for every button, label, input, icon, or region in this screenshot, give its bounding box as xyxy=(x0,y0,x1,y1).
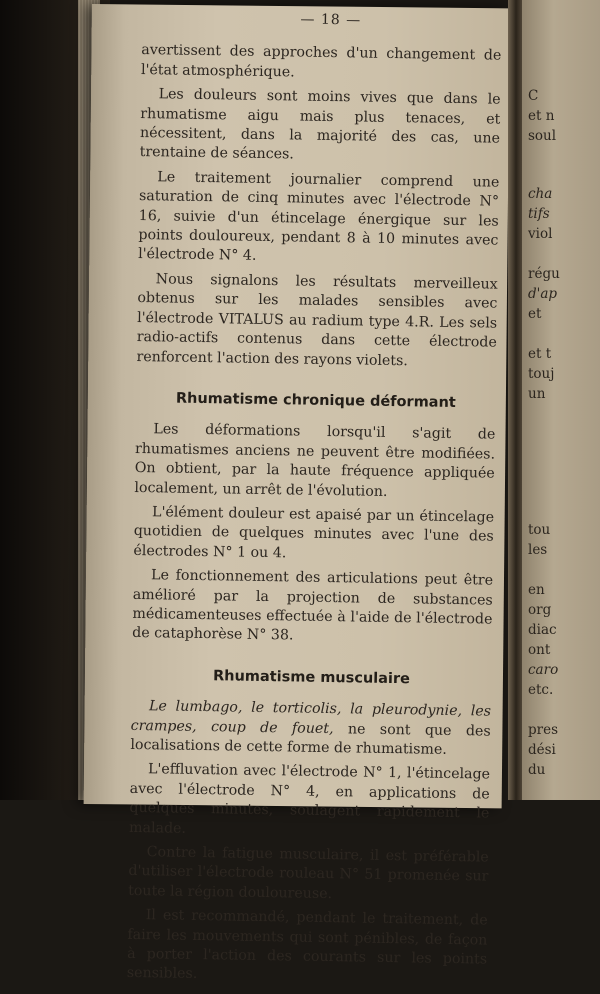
right-page-line: et t xyxy=(528,346,552,362)
paragraph: Nous signalons les résultats merveilleux obtenus sur les malades sensibles avec l'électrode VITALUS au radium type 4.R. Les sels radio-actifs contenus dans cette électrode renforcent l'action des rayons violets. xyxy=(136,271,498,369)
paragraph-rest: ne sont que des localisations de cette forme de rhumatisme. xyxy=(130,720,491,758)
right-page xyxy=(522,0,600,800)
page-text-column xyxy=(127,8,502,994)
right-page-line xyxy=(528,700,600,720)
paragraph xyxy=(130,697,491,761)
right-page-line: ont xyxy=(528,642,551,658)
paragraph: Le fonctionnement des articulations peut être amélioré par la projection de substances médicamenteuses effectuée à l'aide de l'électrode de cataphorèse N° 38. xyxy=(132,567,494,644)
right-page-line: en xyxy=(528,582,545,598)
right-page-line: et n xyxy=(528,108,555,124)
paragraph: Les douleurs sont moins vives que dans le rhumatisme aigu mais plus tenaces, et nécessitent, dans la majorité des cas, une trentaine de séances. xyxy=(139,86,501,163)
right-page-line xyxy=(528,324,600,344)
right-page-line: viol xyxy=(528,226,553,242)
right-page-line: un xyxy=(528,386,546,402)
paragraph: avertissent des approches d'un changement de l'état atmosphérique. xyxy=(140,42,502,81)
right-page-line: dési xyxy=(528,742,556,758)
right-page-line: d'ap xyxy=(528,286,558,302)
section-heading: Rhumatisme musculaire xyxy=(212,667,411,688)
right-page-text-lower xyxy=(528,520,600,780)
italic-terms: Le lumbago, le torticolis, la pleurodynie, les crampes, coup de fouet, xyxy=(130,698,492,737)
right-page-line: touj xyxy=(528,366,555,382)
right-page-line: tou xyxy=(528,522,551,538)
right-page-line: et xyxy=(528,306,542,322)
right-page-line: soul xyxy=(528,128,557,144)
paragraph: Il est recommandé, pendant le traitement, de faire les mouvements qui sont pénibles, de façon à porter l'action des courants sur les points sensibles. xyxy=(126,907,488,983)
right-page-line: du xyxy=(528,762,546,778)
right-page-line: etc. xyxy=(528,682,554,698)
right-page-line: caro xyxy=(528,662,559,678)
right-page-text-middle xyxy=(528,184,600,404)
right-page-line: cha xyxy=(528,186,553,202)
paragraph: L'effluvation avec l'électrode N° 1, l'étincelage avec l'électrode N° 4, en applications de quelques minutes, soulagent rapidement le malade. xyxy=(129,761,491,837)
right-page-line: diac xyxy=(528,622,557,638)
right-page-line: les xyxy=(528,542,548,558)
page-number: — 18 — xyxy=(300,11,362,29)
paragraph: Contre la fatigue musculaire, il est préférable d'utiliser l'électrode rouleau N° 51 promenée sur toute la région douloureuse. xyxy=(128,844,489,902)
right-page-line: tifs xyxy=(528,206,550,222)
paragraph: L'élément douleur est apaisé par un étincelage quotidien de quelques minutes avec l'une des électrodes N° 1 ou 4. xyxy=(133,504,495,562)
right-page-text-top xyxy=(528,86,600,146)
paragraph: Le traitement journalier comprend une saturation de cinq minutes avec l'électrode N° 16, suivie d'un étincelage énergique sur les points douloureux, pendant 8 à 10 minutes avec l'électrode N° 4. xyxy=(138,169,500,265)
right-page-line: C xyxy=(528,88,539,104)
right-page-line: pres xyxy=(528,722,559,738)
right-page-line: régu xyxy=(528,266,560,282)
section-heading: Rhumatisme chronique déformant xyxy=(175,390,456,411)
paragraph: Les déformations lorsqu'il s'agit de rhumatismes anciens ne peuvent être modifiées. On obtient, par la haute fréquence appliquée localement, un arrêt de l'évolution. xyxy=(134,421,496,500)
right-page-line xyxy=(528,244,600,264)
right-page-line xyxy=(528,560,600,580)
right-page-line: org xyxy=(528,602,552,618)
